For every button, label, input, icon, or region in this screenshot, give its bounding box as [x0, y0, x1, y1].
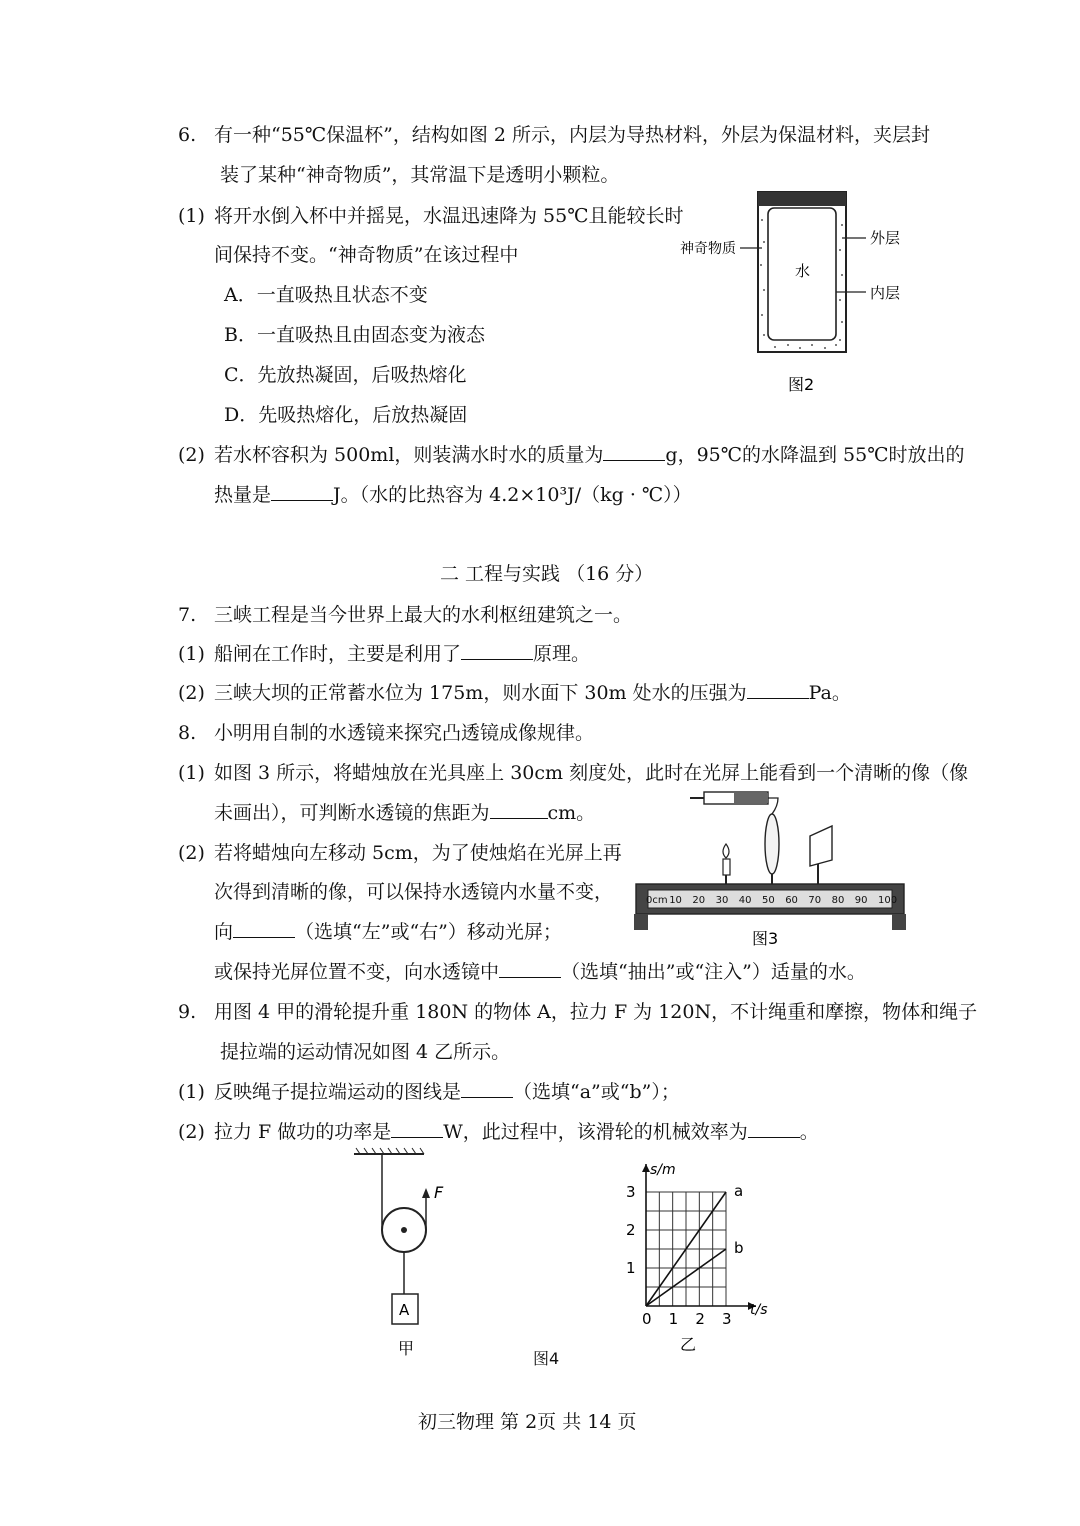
syringe-water	[734, 793, 768, 803]
q9-part1-number: (1)	[178, 1081, 205, 1103]
q6-heat-blank[interactable]	[271, 482, 333, 501]
q6-part1-line2: 间保持不变。“神奇物质”在该过程中	[214, 244, 519, 266]
q6-option-c[interactable]: C．先放热凝固，后吸热熔化	[224, 364, 467, 386]
q8-part2-line2: 次得到清晰的像，可以保持水透镜内水量不变，	[214, 881, 614, 903]
q8-part2-text-3b: （选填“左”或“右”）移动光屏；	[295, 921, 562, 943]
q8-part1-text-b: cm。	[547, 802, 596, 824]
q7-part2-text-a: 三峡大坝的正常蓄水位为 175m，则水面下 30m 处水的压强为	[214, 682, 747, 704]
q9-part2	[214, 1119, 819, 1145]
series-label-a: a	[734, 1182, 744, 1200]
q9-part2-text-b: W，此过程中，该滑轮的机械效率为	[443, 1121, 748, 1143]
bench-left-foot	[634, 914, 648, 930]
x-tick-1: 1	[668, 1310, 679, 1328]
y-tick-3: 3	[626, 1183, 636, 1201]
scale-label-0: 0cm	[646, 895, 668, 906]
q7-part1-text-a: 船闸在工作时，主要是利用了	[214, 643, 462, 665]
q8-part1-line1: 如图 3 所示，将蜡烛放在光具座上 30cm 刻度处，此时在光屏上能看到一个清晰的像（像	[214, 762, 969, 784]
figure-2-cup	[660, 180, 920, 400]
q7-part1	[214, 641, 590, 667]
scale-label-4: 40	[738, 895, 752, 906]
figure-4-left-caption: 甲	[398, 1339, 415, 1358]
q6-part2-number: (2)	[178, 444, 205, 466]
q6-part2-text-c: 热量是	[214, 484, 272, 506]
q8-part2-number: (2)	[178, 842, 205, 864]
q8-part2-line1: 若将蜡烛向左移动 5cm，为了使烛焰在光屏上再	[214, 842, 622, 864]
y-axis-arrow	[642, 1164, 650, 1172]
q6-part1-line1: 将开水倒入杯中并摇晃，水温迅速降为 55℃且能较长时	[214, 205, 684, 227]
q8-part2-text-4b: （选填“抽出”或“注入”）适量的水。	[561, 961, 866, 983]
q9-stem-line1: 用图 4 甲的滑轮提升重 180N 的物体 A，拉力 F 为 120N，不计绳重和摩擦，物体和绳子	[214, 1001, 978, 1023]
graph-x-label: t/s	[750, 1302, 768, 1318]
syringe-tube	[768, 798, 778, 814]
candle-flame	[723, 844, 729, 858]
q8-part1-number: (1)	[178, 762, 205, 784]
x-tick-2: 2	[695, 1310, 705, 1328]
q9-part1-text-b: （选填“a”或“b”）；	[513, 1081, 680, 1103]
q8-part1-text-a: 未画出），可判断水透镜的焦距为	[214, 802, 490, 824]
label-outer-layer: 外层	[870, 229, 901, 247]
q8-part2-text-3a: 向	[214, 921, 234, 943]
y-tick-1: 1	[626, 1259, 636, 1277]
q6-option-b[interactable]: B．一直吸热且由固态变为液态	[224, 324, 485, 346]
q9-line-blank[interactable]	[461, 1079, 513, 1098]
q8-part1-line2	[214, 800, 595, 826]
q9-efficiency-blank[interactable]	[748, 1119, 800, 1138]
scale-label-2: 20	[692, 895, 706, 906]
figure-3-optical-bench	[628, 786, 918, 956]
q7-principle-blank[interactable]	[461, 641, 533, 660]
q9-part1	[214, 1079, 680, 1105]
force-label: F	[434, 1183, 444, 1202]
q9-number: 9.	[178, 1001, 197, 1023]
scale-label-3: 30	[715, 895, 729, 906]
q7-part2	[214, 680, 851, 706]
q7-stem: 三峡工程是当今世界上最大的水利枢纽建筑之一。	[214, 604, 633, 626]
page-footer: 初三物理 第 2页 共 14 页	[418, 1411, 637, 1433]
q6-part2-text-d: J。（水的比热容为 4.2×10³J/（kg · ℃））	[333, 484, 692, 506]
q7-part2-number: (2)	[178, 682, 205, 704]
q8-part2-line3	[214, 919, 562, 945]
q7-part1-number: (1)	[178, 643, 205, 665]
scale-label-10: 100	[878, 895, 898, 906]
q6-stem-line2: 装了某种“神奇物质”，其常温下是透明小颗粒。	[220, 164, 620, 186]
cup-lid	[758, 192, 846, 206]
q7-part2-text-b: Pa。	[808, 682, 851, 704]
q9-part1-text-a: 反映绳子提拉端运动的图线是	[214, 1081, 462, 1103]
label-magic-material: 神奇物质	[680, 241, 736, 257]
q6-part1-number: (1)	[178, 205, 205, 227]
light-screen	[810, 826, 832, 866]
q6-part2-text-a: 若水杯容积为 500ml，则装满水时水的质量为	[214, 444, 604, 466]
q8-part2-text-4a: 或保持光屏位置不变，向水透镜中	[214, 961, 500, 983]
q9-part2-number: (2)	[178, 1121, 205, 1143]
scale-label-5: 50	[762, 895, 775, 906]
q8-part2-line4	[214, 959, 866, 985]
figure-4-right-caption: 乙	[680, 1335, 697, 1354]
q7-part1-text-b: 原理。	[533, 643, 591, 665]
q6-option-d[interactable]: D．先吸热熔化，后放热凝固	[224, 404, 468, 426]
q9-power-blank[interactable]	[391, 1119, 443, 1138]
q8-stem: 小明用自制的水透镜来探究凸透镜成像规律。	[214, 722, 595, 744]
y-tick-2: 2	[626, 1221, 636, 1239]
q9-stem-line2: 提拉端的运动情况如图 4 乙所示。	[220, 1041, 511, 1063]
q7-number: 7.	[178, 604, 197, 626]
q6-option-a[interactable]: A．一直吸热且状态不变	[224, 284, 428, 306]
q9-part2-text-c: 。	[799, 1121, 819, 1143]
scale-label-9: 90	[854, 895, 868, 906]
scale-label-7: 70	[808, 895, 822, 906]
figure-2-caption: 图2	[788, 375, 815, 394]
q9-part2-text-a: 拉力 F 做功的功率是	[214, 1121, 392, 1143]
force-arrow	[422, 1188, 430, 1198]
x-tick-0: 0	[642, 1310, 652, 1328]
figure-4-st-graph	[610, 1156, 800, 1366]
x-tick-3: 3	[722, 1310, 732, 1328]
q8-water-blank[interactable]	[499, 959, 561, 978]
water-lens	[765, 814, 779, 874]
section-2-title: 二 工程与实践 （16 分）	[440, 563, 654, 585]
q8-number: 8.	[178, 722, 197, 744]
graph-y-label: s/m	[650, 1162, 676, 1178]
q8-focal-blank[interactable]	[490, 800, 548, 819]
scale-label-8: 80	[831, 895, 845, 906]
q6-part2-text-b: g，95℃的水降温到 55℃时放出的	[665, 444, 965, 466]
figure-3-caption: 图3	[752, 929, 779, 948]
q8-direction-blank[interactable]	[233, 919, 295, 938]
candle-body	[723, 859, 730, 875]
figure-4-pulley	[340, 1146, 460, 1366]
block-label: A	[399, 1301, 410, 1319]
q7-pressure-blank[interactable]	[747, 680, 809, 699]
label-water: 水	[795, 262, 811, 280]
scale-label-1: 10	[669, 895, 682, 906]
pulley-axle	[401, 1227, 407, 1233]
figure-4-caption: 图4	[533, 1349, 560, 1368]
q6-stem-line1: 有一种“55℃保温杯”，结构如图 2 所示，内层为导热材料，外层为保温材料，夹层封	[214, 124, 931, 146]
q6-part2-line1	[214, 442, 964, 468]
scale-label-6: 60	[785, 895, 798, 906]
bench-right-foot	[892, 914, 906, 930]
q6-number: 6.	[178, 124, 197, 146]
series-label-b: b	[734, 1239, 744, 1257]
q6-part2-line2	[214, 482, 692, 508]
label-inner-layer: 内层	[870, 284, 901, 302]
q6-mass-blank[interactable]	[603, 442, 665, 461]
